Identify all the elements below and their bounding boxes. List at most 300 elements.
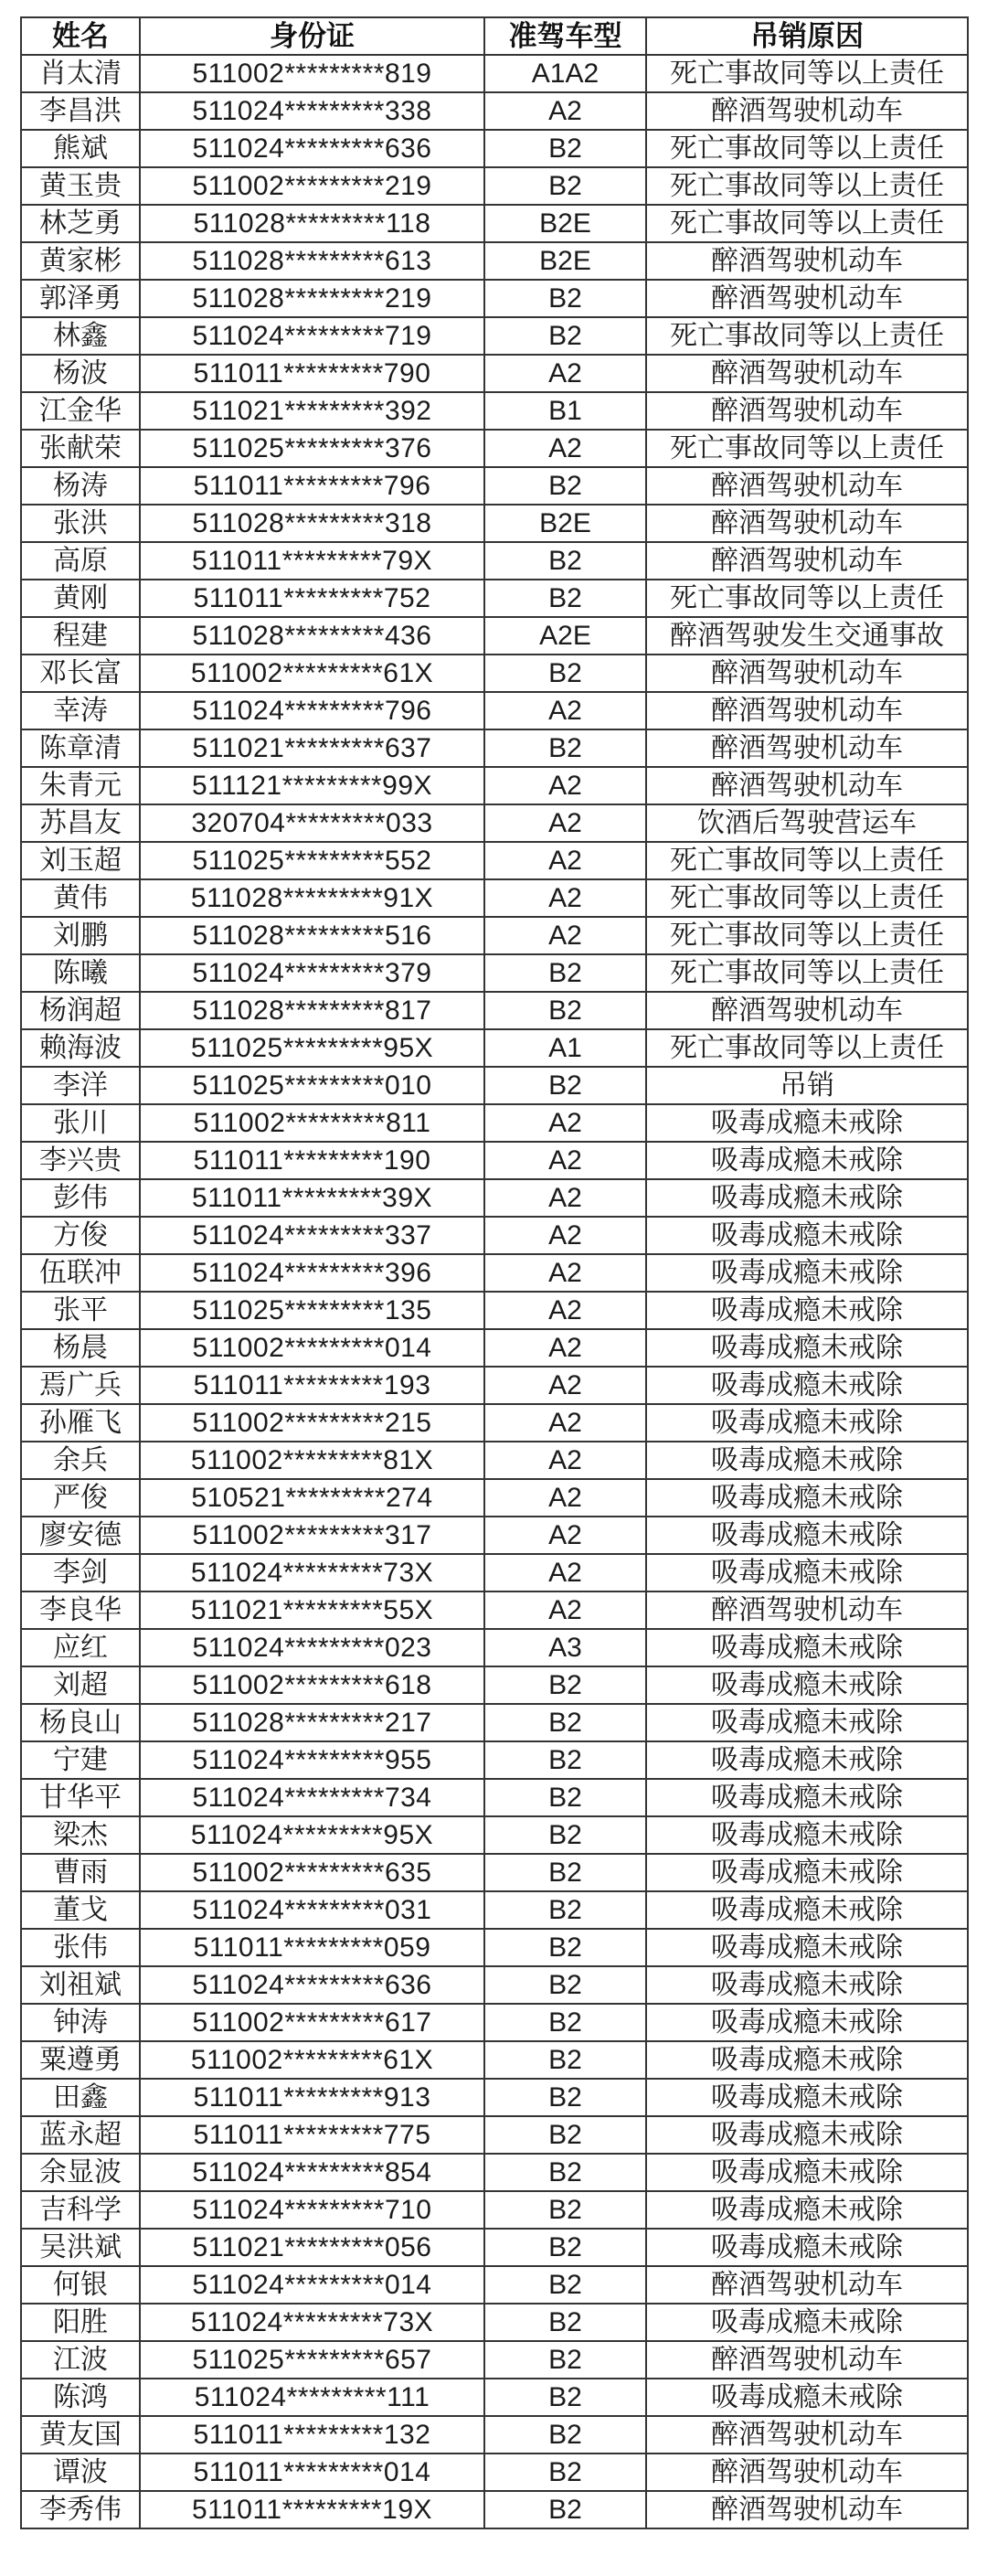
cell-name: 幸涛 (21, 692, 140, 729)
cell-revocation-reason: 醉酒驾驶机动车 (646, 542, 968, 580)
cell-revocation-reason: 吸毒成瘾未戒除 (646, 1404, 968, 1442)
cell-revocation-reason: 醉酒驾驶机动车 (646, 655, 968, 692)
cell-name: 林芝勇 (21, 205, 140, 242)
cell-vehicle-class: B2 (484, 2191, 646, 2229)
cell-name: 郭泽勇 (21, 280, 140, 317)
cell-vehicle-class: A2 (484, 1254, 646, 1292)
cell-name: 蓝永超 (21, 2116, 140, 2154)
cell-id-number: 511024*********73X (140, 2304, 484, 2341)
cell-name: 宁建 (21, 1741, 140, 1779)
cell-revocation-reason: 死亡事故同等以上责任 (646, 317, 968, 355)
table-row (21, 1254, 968, 1292)
cell-id-number: 511021*********392 (140, 392, 484, 430)
cell-vehicle-class: A2 (484, 879, 646, 917)
table-row (21, 1029, 968, 1067)
table-row (21, 167, 968, 205)
cell-vehicle-class: A2 (484, 92, 646, 130)
cell-revocation-reason: 死亡事故同等以上责任 (646, 879, 968, 917)
cell-name: 吴洪斌 (21, 2229, 140, 2266)
cell-vehicle-class: B2 (484, 280, 646, 317)
cell-revocation-reason: 吸毒成瘾未戒除 (646, 2379, 968, 2416)
cell-revocation-reason: 吸毒成瘾未戒除 (646, 1179, 968, 1217)
cell-name: 杨波 (21, 355, 140, 392)
cell-revocation-reason: 醉酒驾驶机动车 (646, 505, 968, 542)
cell-revocation-reason: 吸毒成瘾未戒除 (646, 1479, 968, 1517)
table-row (21, 430, 968, 467)
cell-revocation-reason: 吸毒成瘾未戒除 (646, 1442, 968, 1479)
cell-id-number: 511025*********010 (140, 1067, 484, 1104)
cell-name: 陈鸿 (21, 2379, 140, 2416)
table-row (21, 1479, 968, 1517)
cell-vehicle-class: B2 (484, 2079, 646, 2116)
cell-revocation-reason: 吸毒成瘾未戒除 (646, 2154, 968, 2191)
cell-revocation-reason: 吸毒成瘾未戒除 (646, 2304, 968, 2341)
cell-vehicle-class: A1A2 (484, 55, 646, 92)
cell-name: 粟遵勇 (21, 2041, 140, 2079)
cell-revocation-reason: 醉酒驾驶机动车 (646, 467, 968, 505)
table-row (21, 205, 968, 242)
table-row (21, 467, 968, 505)
table-row (21, 1929, 968, 1966)
cell-id-number: 511011*********059 (140, 1929, 484, 1966)
cell-vehicle-class: A2 (484, 1217, 646, 1254)
cell-id-number: 511028*********436 (140, 617, 484, 655)
table-row (21, 1367, 968, 1404)
table-row (21, 2379, 968, 2416)
cell-id-number: 511011*********913 (140, 2079, 484, 2116)
cell-id-number: 511024*********854 (140, 2154, 484, 2191)
cell-revocation-reason: 醉酒驾驶机动车 (646, 767, 968, 804)
cell-name: 程建 (21, 617, 140, 655)
cell-name: 方俊 (21, 1217, 140, 1254)
cell-revocation-reason: 死亡事故同等以上责任 (646, 580, 968, 617)
cell-vehicle-class: B2 (484, 2004, 646, 2041)
cell-vehicle-class: B2 (484, 2341, 646, 2379)
table-row (21, 1329, 968, 1367)
table-row (21, 1442, 968, 1479)
table-row (21, 2154, 968, 2191)
cell-id-number: 511024*********337 (140, 1217, 484, 1254)
table-row (21, 1704, 968, 1741)
cell-id-number: 511025*********657 (140, 2341, 484, 2379)
cell-id-number: 511024*********710 (140, 2191, 484, 2229)
cell-revocation-reason: 吸毒成瘾未戒除 (646, 2041, 968, 2079)
table-row (21, 1666, 968, 1704)
cell-name: 焉广兵 (21, 1367, 140, 1404)
cell-vehicle-class: B2 (484, 954, 646, 992)
table-row (21, 1217, 968, 1254)
cell-vehicle-class: B2 (484, 580, 646, 617)
cell-revocation-reason: 吸毒成瘾未戒除 (646, 1329, 968, 1367)
cell-vehicle-class: B2 (484, 2491, 646, 2528)
cell-id-number: 511011*********775 (140, 2116, 484, 2154)
table-row (21, 992, 968, 1029)
cell-id-number: 511025*********95X (140, 1029, 484, 1067)
table-row (21, 2116, 968, 2154)
cell-vehicle-class: A2 (484, 1404, 646, 1442)
cell-vehicle-class: B2 (484, 167, 646, 205)
cell-name: 阳胜 (21, 2304, 140, 2341)
cell-id-number: 511002*********215 (140, 1404, 484, 1442)
cell-id-number: 511024*********338 (140, 92, 484, 130)
cell-name: 刘超 (21, 1666, 140, 1704)
cell-vehicle-class: B2E (484, 242, 646, 280)
cell-id-number: 511002*********618 (140, 1666, 484, 1704)
cell-id-number: 511002*********617 (140, 2004, 484, 2041)
cell-name: 董戈 (21, 1891, 140, 1929)
cell-vehicle-class: A2 (484, 842, 646, 879)
cell-vehicle-class: B2 (484, 2304, 646, 2341)
cell-vehicle-class: A2 (484, 1104, 646, 1142)
cell-id-number: 511002*********819 (140, 55, 484, 92)
cell-revocation-reason: 死亡事故同等以上责任 (646, 167, 968, 205)
cell-id-number: 511024*********396 (140, 1254, 484, 1292)
table-row (21, 2041, 968, 2079)
table-row (21, 1292, 968, 1329)
cell-id-number: 511024*********95X (140, 1816, 484, 1854)
cell-name: 张洪 (21, 505, 140, 542)
cell-id-number: 511024*********719 (140, 317, 484, 355)
table-row (21, 55, 968, 92)
cell-name: 李兴贵 (21, 1142, 140, 1179)
cell-revocation-reason: 醉酒驾驶机动车 (646, 2266, 968, 2304)
cell-vehicle-class: A2 (484, 1479, 646, 1517)
cell-vehicle-class: A2 (484, 1554, 646, 1591)
cell-vehicle-class: A2E (484, 617, 646, 655)
table-row (21, 879, 968, 917)
cell-revocation-reason: 醉酒驾驶机动车 (646, 2454, 968, 2491)
cell-id-number: 511028*********118 (140, 205, 484, 242)
cell-id-number: 510521*********274 (140, 1479, 484, 1517)
cell-vehicle-class: B2 (484, 2379, 646, 2416)
cell-vehicle-class: B2 (484, 1891, 646, 1929)
cell-id-number: 511002*********014 (140, 1329, 484, 1367)
table-row (21, 1741, 968, 1779)
cell-revocation-reason: 死亡事故同等以上责任 (646, 205, 968, 242)
table-row (21, 2229, 968, 2266)
cell-revocation-reason: 死亡事故同等以上责任 (646, 55, 968, 92)
table-row (21, 1966, 968, 2004)
cell-name: 梁杰 (21, 1816, 140, 1854)
cell-id-number: 511025*********552 (140, 842, 484, 879)
cell-name: 张献荣 (21, 430, 140, 467)
cell-vehicle-class: B2 (484, 1966, 646, 2004)
cell-id-number: 511024*********955 (140, 1741, 484, 1779)
cell-name: 吉科学 (21, 2191, 140, 2229)
cell-name: 应红 (21, 1629, 140, 1666)
cell-id-number: 511002*********811 (140, 1104, 484, 1142)
cell-name: 高原 (21, 542, 140, 580)
cell-revocation-reason: 吸毒成瘾未戒除 (646, 2229, 968, 2266)
cell-id-number: 511011*********193 (140, 1367, 484, 1404)
cell-id-number: 511025*********376 (140, 430, 484, 467)
cell-name: 邓长富 (21, 655, 140, 692)
cell-name: 苏昌友 (21, 804, 140, 842)
table-row (21, 954, 968, 992)
cell-revocation-reason: 醉酒驾驶机动车 (646, 92, 968, 130)
cell-revocation-reason: 吸毒成瘾未戒除 (646, 1929, 968, 1966)
cell-revocation-reason: 醉酒驾驶机动车 (646, 2416, 968, 2454)
cell-vehicle-class: B2 (484, 2454, 646, 2491)
table-row (21, 2079, 968, 2116)
table-header-row (21, 17, 968, 55)
table-row (21, 392, 968, 430)
cell-name: 朱青元 (21, 767, 140, 804)
cell-vehicle-class: B2 (484, 1741, 646, 1779)
cell-id-number: 511021*********637 (140, 729, 484, 767)
cell-id-number: 511002*********317 (140, 1517, 484, 1554)
cell-revocation-reason: 醉酒驾驶机动车 (646, 355, 968, 392)
cell-id-number: 511024*********796 (140, 692, 484, 729)
table-row (21, 2341, 968, 2379)
cell-revocation-reason: 吸毒成瘾未戒除 (646, 1891, 968, 1929)
cell-revocation-reason: 醉酒驾驶机动车 (646, 242, 968, 280)
cell-vehicle-class: B2 (484, 467, 646, 505)
cell-vehicle-class: A2 (484, 767, 646, 804)
cell-vehicle-class: B2 (484, 2416, 646, 2454)
cell-vehicle-class: A2 (484, 1442, 646, 1479)
cell-revocation-reason: 吸毒成瘾未戒除 (646, 1666, 968, 1704)
table-row (21, 2266, 968, 2304)
table-row (21, 2454, 968, 2491)
table-row (21, 580, 968, 617)
cell-id-number: 511024*********111 (140, 2379, 484, 2416)
cell-vehicle-class: B2E (484, 505, 646, 542)
cell-vehicle-class: A3 (484, 1629, 646, 1666)
cell-name: 李昌洪 (21, 92, 140, 130)
cell-id-number: 511011*********132 (140, 2416, 484, 2454)
table-row (21, 842, 968, 879)
cell-id-number: 511028*********318 (140, 505, 484, 542)
cell-revocation-reason: 死亡事故同等以上责任 (646, 430, 968, 467)
cell-id-number: 511028*********817 (140, 992, 484, 1029)
cell-revocation-reason: 醉酒驾驶机动车 (646, 2341, 968, 2379)
table-row (21, 1629, 968, 1666)
cell-id-number: 511024*********734 (140, 1779, 484, 1816)
cell-vehicle-class: A2 (484, 430, 646, 467)
cell-id-number: 511011*********790 (140, 355, 484, 392)
cell-id-number: 511011*********190 (140, 1142, 484, 1179)
cell-revocation-reason: 吸毒成瘾未戒除 (646, 1779, 968, 1816)
col-header-revocation-reason: 吊销原因 (646, 17, 968, 55)
cell-name: 伍联冲 (21, 1254, 140, 1292)
cell-name: 李良华 (21, 1591, 140, 1629)
table-row (21, 92, 968, 130)
cell-revocation-reason: 死亡事故同等以上责任 (646, 842, 968, 879)
table-row (21, 917, 968, 954)
cell-revocation-reason: 死亡事故同等以上责任 (646, 1029, 968, 1067)
cell-id-number: 320704*********033 (140, 804, 484, 842)
cell-name: 肖太清 (21, 55, 140, 92)
cell-id-number: 511028*********219 (140, 280, 484, 317)
cell-revocation-reason: 吸毒成瘾未戒除 (646, 1704, 968, 1741)
cell-vehicle-class: A2 (484, 1591, 646, 1629)
cell-revocation-reason: 醉酒驾驶发生交通事故 (646, 617, 968, 655)
cell-name: 张川 (21, 1104, 140, 1142)
cell-vehicle-class: A2 (484, 917, 646, 954)
cell-revocation-reason: 醉酒驾驶机动车 (646, 1591, 968, 1629)
cell-id-number: 511002*********61X (140, 655, 484, 692)
cell-name: 彭伟 (21, 1179, 140, 1217)
cell-vehicle-class: B2 (484, 1704, 646, 1741)
cell-id-number: 511011*********796 (140, 467, 484, 505)
cell-id-number: 511025*********135 (140, 1292, 484, 1329)
cell-name: 何银 (21, 2266, 140, 2304)
cell-id-number: 511011*********19X (140, 2491, 484, 2528)
cell-id-number: 511028*********217 (140, 1704, 484, 1741)
cell-name: 李秀伟 (21, 2491, 140, 2528)
cell-revocation-reason: 吸毒成瘾未戒除 (646, 1966, 968, 2004)
table-row (21, 242, 968, 280)
cell-revocation-reason: 吸毒成瘾未戒除 (646, 2079, 968, 2116)
col-header-id-number: 身份证 (140, 17, 484, 55)
cell-name: 杨润超 (21, 992, 140, 1029)
cell-name: 甘华平 (21, 1779, 140, 1816)
cell-name: 黄伟 (21, 879, 140, 917)
table-row (21, 1554, 968, 1591)
table-row (21, 1779, 968, 1816)
cell-vehicle-class: B2 (484, 2116, 646, 2154)
cell-name: 刘鹏 (21, 917, 140, 954)
table-row (21, 1517, 968, 1554)
cell-revocation-reason: 吸毒成瘾未戒除 (646, 1292, 968, 1329)
cell-vehicle-class: B2E (484, 205, 646, 242)
cell-id-number: 511024*********636 (140, 1966, 484, 2004)
table-row (21, 2304, 968, 2341)
cell-revocation-reason: 饮酒后驾驶营运车 (646, 804, 968, 842)
cell-vehicle-class: A1 (484, 1029, 646, 1067)
cell-vehicle-class: A2 (484, 804, 646, 842)
cell-id-number: 511021*********55X (140, 1591, 484, 1629)
cell-name: 谭波 (21, 2454, 140, 2491)
cell-name: 黄玉贵 (21, 167, 140, 205)
table-row (21, 2191, 968, 2229)
cell-id-number: 511121*********99X (140, 767, 484, 804)
col-header-name: 姓名 (21, 17, 140, 55)
cell-name: 江金华 (21, 392, 140, 430)
cell-name: 李剑 (21, 1554, 140, 1591)
cell-revocation-reason: 吸毒成瘾未戒除 (646, 2191, 968, 2229)
table-row (21, 2004, 968, 2041)
table-row (21, 1891, 968, 1929)
cell-name: 陈曦 (21, 954, 140, 992)
table-row (21, 355, 968, 392)
cell-vehicle-class: B2 (484, 1779, 646, 1816)
cell-name: 廖安德 (21, 1517, 140, 1554)
cell-name: 杨晨 (21, 1329, 140, 1367)
table-row (21, 1816, 968, 1854)
cell-vehicle-class: B2 (484, 1666, 646, 1704)
cell-vehicle-class: A2 (484, 1367, 646, 1404)
table-row (21, 1179, 968, 1217)
cell-id-number: 511021*********056 (140, 2229, 484, 2266)
cell-revocation-reason: 吸毒成瘾未戒除 (646, 1554, 968, 1591)
cell-name: 陈章清 (21, 729, 140, 767)
cell-vehicle-class: A2 (484, 1329, 646, 1367)
cell-revocation-reason: 死亡事故同等以上责任 (646, 130, 968, 167)
cell-revocation-reason: 吸毒成瘾未戒除 (646, 1104, 968, 1142)
cell-id-number: 511002*********635 (140, 1854, 484, 1891)
table-row (21, 692, 968, 729)
cell-id-number: 511002*********61X (140, 2041, 484, 2079)
cell-id-number: 511002*********81X (140, 1442, 484, 1479)
cell-id-number: 511024*********023 (140, 1629, 484, 1666)
cell-vehicle-class: B2 (484, 2154, 646, 2191)
cell-name: 曹雨 (21, 1854, 140, 1891)
cell-name: 杨良山 (21, 1704, 140, 1741)
cell-revocation-reason: 吸毒成瘾未戒除 (646, 1629, 968, 1666)
cell-id-number: 511024*********73X (140, 1554, 484, 1591)
cell-revocation-reason: 吸毒成瘾未戒除 (646, 2116, 968, 2154)
table-row (21, 130, 968, 167)
table-row (21, 505, 968, 542)
table-row (21, 2416, 968, 2454)
cell-name: 刘祖斌 (21, 1966, 140, 2004)
cell-vehicle-class: A2 (484, 1517, 646, 1554)
cell-id-number: 511024*********014 (140, 2266, 484, 2304)
cell-id-number: 511011*********79X (140, 542, 484, 580)
table-row (21, 767, 968, 804)
cell-vehicle-class: B2 (484, 1854, 646, 1891)
cell-revocation-reason: 吸毒成瘾未戒除 (646, 2004, 968, 2041)
cell-revocation-reason: 醉酒驾驶机动车 (646, 280, 968, 317)
table-row (21, 1591, 968, 1629)
cell-name: 江波 (21, 2341, 140, 2379)
cell-revocation-reason: 吸毒成瘾未戒除 (646, 1142, 968, 1179)
cell-revocation-reason: 死亡事故同等以上责任 (646, 954, 968, 992)
cell-vehicle-class: B2 (484, 655, 646, 692)
cell-vehicle-class: B2 (484, 130, 646, 167)
table-row (21, 804, 968, 842)
cell-revocation-reason: 吸毒成瘾未戒除 (646, 1254, 968, 1292)
cell-id-number: 511024*********379 (140, 954, 484, 992)
cell-id-number: 511011*********39X (140, 1179, 484, 1217)
table-row (21, 1067, 968, 1104)
table-row (21, 2491, 968, 2528)
cell-revocation-reason: 吸毒成瘾未戒除 (646, 1816, 968, 1854)
cell-vehicle-class: B1 (484, 392, 646, 430)
cell-revocation-reason: 吸毒成瘾未戒除 (646, 1367, 968, 1404)
cell-name: 钟涛 (21, 2004, 140, 2041)
cell-revocation-reason: 吸毒成瘾未戒除 (646, 1217, 968, 1254)
cell-revocation-reason: 醉酒驾驶机动车 (646, 392, 968, 430)
col-header-vehicle-class: 准驾车型 (484, 17, 646, 55)
cell-vehicle-class: B2 (484, 2229, 646, 2266)
cell-name: 刘玉超 (21, 842, 140, 879)
cell-id-number: 511002*********219 (140, 167, 484, 205)
cell-revocation-reason: 吸毒成瘾未戒除 (646, 1741, 968, 1779)
table-row (21, 542, 968, 580)
cell-vehicle-class: A2 (484, 355, 646, 392)
table-row (21, 1854, 968, 1891)
cell-id-number: 511024*********636 (140, 130, 484, 167)
cell-id-number: 511028*********516 (140, 917, 484, 954)
table-row (21, 280, 968, 317)
cell-name: 严俊 (21, 1479, 140, 1517)
table-row (21, 1142, 968, 1179)
cell-vehicle-class: A2 (484, 1292, 646, 1329)
cell-name: 余兵 (21, 1442, 140, 1479)
cell-id-number: 511011*********752 (140, 580, 484, 617)
cell-name: 黄家彬 (21, 242, 140, 280)
cell-vehicle-class: B2 (484, 1816, 646, 1854)
cell-revocation-reason: 醉酒驾驶机动车 (646, 992, 968, 1029)
cell-revocation-reason: 醉酒驾驶机动车 (646, 2491, 968, 2528)
cell-id-number: 511011*********014 (140, 2454, 484, 2491)
cell-id-number: 511024*********031 (140, 1891, 484, 1929)
cell-name: 孙雁飞 (21, 1404, 140, 1442)
cell-name: 林鑫 (21, 317, 140, 355)
